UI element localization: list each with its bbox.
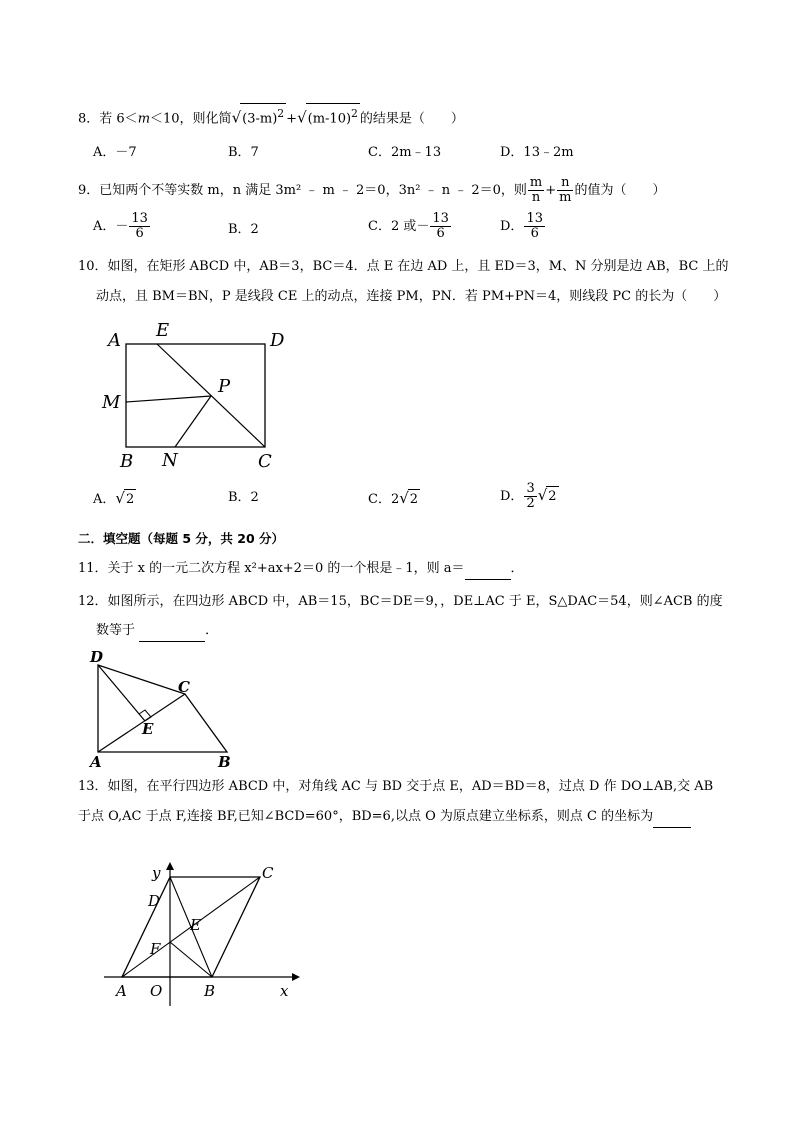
q13-parallelogram-figure — [100, 858, 300, 1008]
label-b: B — [120, 451, 134, 472]
q12-quadrilateral-figure — [86, 648, 246, 770]
label-b: B — [204, 982, 216, 1000]
label-n: N — [162, 450, 178, 471]
q9-option-a: A．－ $\frac{13}{6}$ — [93, 211, 148, 241]
q10-stem-line1: 10．如图，在矩形 ABCD 中，AB＝3，BC＝4．点 E 在边 AD 上，且 ED＝3，M、N 分别是边 AB，BC 上的 — [78, 259, 729, 274]
label-e: E — [142, 720, 154, 738]
q9-option-b: B．2 — [228, 222, 259, 237]
label-c: C — [178, 678, 190, 696]
label-a: A — [116, 982, 127, 1000]
q10-option-a: A．√2 — [93, 488, 136, 510]
q9-fraction-m-n: $\frac{m}{n}$ — [529, 175, 543, 205]
label-d: D — [90, 648, 104, 666]
label-b: B — [218, 753, 231, 771]
segment-pm — [126, 396, 211, 402]
q10-rectangle-figure — [100, 322, 300, 472]
q8-radical-2: $(m-10)^2$ — [306, 103, 360, 129]
q9-option-d: D． $\frac{13}{6}$ — [500, 211, 543, 241]
label-c: C — [262, 864, 274, 882]
label-e: E — [156, 320, 170, 341]
q10-option-d: D． $\frac{3}{2}$ √2 — [500, 481, 557, 511]
q12-answer-blank[interactable] — [139, 621, 205, 642]
q13-stem-line2: 于点 O,AC 于点 F,连接 BF,已知∠BCD=60°，BD=6,以点 O 为原点建立坐标系，则点 C 的坐标为 — [78, 807, 691, 828]
q8-option-b: B．7 — [228, 145, 259, 160]
label-a: A — [90, 753, 102, 771]
q13-stem-line1: 13．如图，在平行四边形 ABCD 中，对角线 AC 与 BD 交于点 E，AD＝BD＝8，过点 D 作 DO⊥AB,交 AB — [78, 779, 714, 794]
q8-option-c: C．2m﹣13 — [368, 145, 442, 160]
q9-option-c: C．2 或－ $\frac{13}{6}$ — [368, 211, 449, 241]
q8-option-a: A．－7 — [93, 145, 137, 160]
segment-bf — [170, 942, 212, 977]
q11-answer-blank[interactable] — [465, 559, 511, 580]
segment-ec — [157, 344, 265, 447]
q8-option-d: D．13﹣2m — [500, 145, 574, 160]
label-d: D — [148, 892, 161, 910]
label-c: C — [258, 451, 272, 472]
label-p: P — [218, 376, 231, 397]
q11-stem: 11．关于 x 的一元二次方程 x²+ax+2＝0 的一个根是﹣1，则 a＝ ． — [78, 559, 524, 580]
label-e: E — [190, 916, 201, 934]
label-m: M — [102, 392, 121, 413]
label-o: O — [150, 982, 163, 1000]
q9-fraction-n-m: $\frac{n}{m}$ — [559, 175, 572, 205]
label-y: y — [152, 864, 161, 882]
q10-option-b: B．2 — [228, 490, 259, 505]
label-d: D — [270, 330, 285, 351]
rectangle-abcd — [126, 344, 265, 447]
q13-answer-blank[interactable] — [653, 807, 691, 828]
y-axis-arrow — [166, 862, 174, 870]
q9-stem: 9．已知两个不等实数 m，n 满足 3m² ﹣ m ﹣ 2＝0，3n² ﹣ n ﹣ 2＝0，则 $\frac{m}{n}$ + $\frac{n}{m}$ 的值为（ ） — [78, 175, 666, 205]
q8-stem: 8．若 6＜m＜10，则化简$√(3-m)^2 +√(m-10)^2$ 的结果是（ ） — [78, 103, 464, 129]
label-x: x — [280, 982, 289, 1000]
label-f: F — [150, 940, 161, 958]
label-a: A — [108, 330, 121, 351]
q12-stem-line2: 数等于 ． — [96, 621, 218, 642]
q8-radical-1: $(3-m)^2$ — [240, 103, 286, 129]
q12-stem-line1: 12．如图所示，在四边形 ABCD 中，AB＝15，BC＝DE＝9，，DE⊥AC 于 E，S△DAC＝54，则∠ACB 的度 — [78, 594, 723, 609]
q10-option-c: C．2√2 — [368, 488, 420, 510]
section-title-fill-in: 二．填空题（每题 5 分，共 20 分） — [78, 531, 285, 546]
q10-stem-line2: 动点，且 BM＝BN，P 是线段 CE 上的动点，连接 PM，PN．若 PM+PN＝4，则线段 PC 的长为（ ） — [96, 289, 727, 304]
segment-pn — [175, 396, 211, 447]
x-axis-arrow — [292, 973, 300, 981]
